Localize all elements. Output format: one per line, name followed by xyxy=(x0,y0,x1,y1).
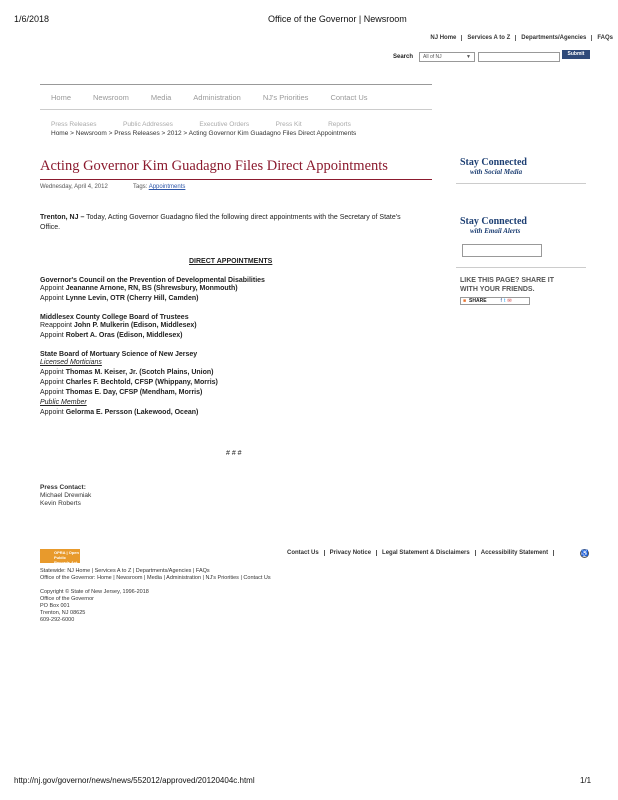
print-date: 1/6/2018 xyxy=(14,14,50,24)
share-label: SHARE xyxy=(469,298,487,304)
appointee: Lynne Levin, OTR (Cherry Hill, Camden) xyxy=(65,295,199,302)
print-url: http://nj.gov/governor/news/news/552012/approved/20120404c.html xyxy=(14,776,255,785)
copyright: Copyright © State of New Jersey, 1996-2018 xyxy=(40,589,149,595)
footer-nav xyxy=(40,568,271,582)
intro-text-1: Today, Acting Governor Guadagno filed the following direct appointments with the Secretary of State's xyxy=(84,214,401,221)
main-nav-contact[interactable]: Contact Us xyxy=(330,92,368,102)
sub-nav-press-kit[interactable]: Press Kit xyxy=(275,121,302,128)
opra-logo[interactable] xyxy=(40,549,80,563)
press-contact-name: Michael Drewniak xyxy=(40,492,92,499)
opra-logo-text: Public Records Act xyxy=(54,555,78,565)
press-contact-name: Kevin Roberts xyxy=(40,500,81,507)
twitter-icon: t xyxy=(503,298,506,304)
tags-label: Tags: xyxy=(133,184,148,190)
appointments-heading: DIRECT APPOINTMENTS xyxy=(189,258,273,265)
appointment-action: Appoint xyxy=(40,409,66,416)
title-divider xyxy=(40,179,432,180)
stay-connected-heading: Stay Connected xyxy=(460,157,527,168)
sub-nav-public-addresses[interactable]: Public Addresses xyxy=(122,121,173,128)
stay-connected-subheading: with Email Alerts xyxy=(470,227,521,235)
appointment-action: Appoint xyxy=(40,295,66,302)
subsection-licensed-morticians: Licensed Morticians xyxy=(40,359,102,366)
press-contact-label: Press Contact: xyxy=(40,484,86,491)
sub-nav-executive-orders[interactable]: Executive Orders xyxy=(199,121,250,128)
accessibility-icon[interactable]: ♿ xyxy=(581,551,589,557)
section-title: Governor's Council on the Prevention of Developmental Disabilities xyxy=(40,277,265,284)
search-scope-value: All of NJ xyxy=(423,54,442,60)
sub-nav-press-releases[interactable]: Press Releases xyxy=(51,121,97,128)
search-submit-button[interactable]: Submit xyxy=(562,50,590,59)
appointment-action: Reappoint xyxy=(40,322,74,329)
appointee: Robert A. Oras (Edison, Middlesex) xyxy=(65,332,183,339)
article-date: Wednesday, April 4, 2012 xyxy=(40,184,108,190)
footer-statewide-links[interactable]: Statewide: NJ Home | Services A to Z | Departments/Agencies | FAQs xyxy=(40,568,210,574)
search-label: Search xyxy=(393,54,414,60)
end-mark: # # # xyxy=(226,450,242,457)
address-line: Office of the Governor xyxy=(40,596,95,602)
sub-nav-reports[interactable]: Reports xyxy=(328,121,351,128)
section-title: State Board of Mortuary Science of New Jersey xyxy=(40,351,198,358)
stay-connected-email[interactable] xyxy=(460,216,527,235)
tag-link-appointments[interactable]: Appointments xyxy=(148,184,186,190)
section-developmental-disabilities xyxy=(40,277,265,304)
email-alert-input[interactable] xyxy=(462,244,542,257)
section-title: Middlesex County College Board of Trustees xyxy=(40,314,189,321)
address-line: PO Box 001 xyxy=(40,603,70,609)
main-nav-newsroom[interactable]: Newsroom xyxy=(93,92,129,102)
stay-connected-heading: Stay Connected xyxy=(460,216,527,227)
main-nav xyxy=(40,84,432,110)
share-prompt xyxy=(460,276,554,294)
footer-link-accessibility[interactable]: Accessibility Statement xyxy=(476,550,554,556)
stay-connected-subheading: with Social Media xyxy=(470,168,523,176)
appointee: Charles F. Bechtold, CFSP (Whippany, Morris) xyxy=(65,379,218,386)
subsection-public-member: Public Member xyxy=(40,399,87,406)
chevron-down-icon: ▼ xyxy=(466,54,471,60)
sub-nav xyxy=(51,113,373,131)
share-button[interactable] xyxy=(460,297,530,305)
footer-link-legal[interactable]: Legal Statement & Disclaimers xyxy=(377,550,476,556)
share-icon: ■ xyxy=(463,298,467,304)
main-nav-administration[interactable]: Administration xyxy=(193,92,241,102)
section-mortuary-science xyxy=(40,351,218,418)
appointee: Thomas E. Day, CFSP (Mendham, Morris) xyxy=(65,389,203,396)
footer-address xyxy=(40,589,149,624)
appointment-action: Appoint xyxy=(40,389,66,396)
sidebar-divider xyxy=(456,183,586,184)
main-nav-home[interactable]: Home xyxy=(51,92,72,102)
appointment-action: Appoint xyxy=(40,332,66,339)
share-prompt-line: LIKE THIS PAGE? SHARE IT xyxy=(460,277,554,284)
intro-paragraph xyxy=(40,213,432,233)
appointment-action: Appoint xyxy=(40,285,66,292)
appointee: Gelorma E. Persson (Lakewood, Ocean) xyxy=(65,409,199,416)
facebook-icon: f xyxy=(500,298,502,304)
appointee: John P. Mulkerin (Edison, Middlesex) xyxy=(73,322,197,329)
main-nav-priorities[interactable]: NJ's Priorities xyxy=(262,92,309,102)
appointment-action: Appoint xyxy=(40,379,66,386)
sidebar-divider xyxy=(456,267,586,268)
search-input[interactable] xyxy=(478,52,560,62)
top-nav-services[interactable]: Services A to Z xyxy=(462,35,516,41)
search-scope-select[interactable] xyxy=(419,52,475,62)
appointee: Thomas M. Keiser, Jr. (Scotch Plains, Union) xyxy=(65,369,214,376)
page-title: Acting Governor Kim Guadagno Files Direct Appointments xyxy=(40,158,388,174)
appointment-action: Appoint xyxy=(40,369,66,376)
footer-link-contact[interactable]: Contact Us xyxy=(282,550,325,556)
share-prompt-line: WITH YOUR FRIENDS. xyxy=(460,286,535,293)
address-line: 609-292-6000 xyxy=(40,617,75,623)
appointee: Jeananne Arnone, RN, BS (Shrewsbury, Monmouth) xyxy=(65,285,238,292)
address-line: Trenton, NJ 08625 xyxy=(40,610,86,616)
intro-text-2: Office. xyxy=(40,224,61,231)
main-nav-media[interactable]: Media xyxy=(150,92,172,102)
footer-office-links[interactable]: Office of the Governor: Home | Newsroom | Media | Administration | NJ's Priorities | Contact Us xyxy=(40,575,271,581)
top-nav-nj-home[interactable]: NJ Home xyxy=(425,35,462,41)
top-nav-faqs[interactable]: FAQs xyxy=(597,35,613,41)
opra-logo-text: OPRA | Open xyxy=(54,550,79,555)
footer-link-privacy[interactable]: Privacy Notice xyxy=(325,550,377,556)
print-page-number: 1/1 xyxy=(580,776,592,785)
breadcrumb[interactable]: Home > Newsroom > Press Releases > 2012 > Acting Governor Kim Guadagno Files Direct Appointments xyxy=(51,130,357,137)
article-tags xyxy=(133,184,185,190)
stay-connected-social[interactable] xyxy=(460,157,527,176)
intro-lead: Trenton, NJ – xyxy=(40,214,85,221)
footer-links xyxy=(282,550,554,556)
print-title: Office of the Governor | Newsroom xyxy=(268,14,407,24)
email-icon: ✉ xyxy=(507,298,512,304)
top-nav-departments[interactable]: Departments/Agencies xyxy=(516,35,592,41)
section-middlesex-college xyxy=(40,314,197,341)
top-nav xyxy=(425,35,618,41)
press-contact xyxy=(40,484,91,508)
